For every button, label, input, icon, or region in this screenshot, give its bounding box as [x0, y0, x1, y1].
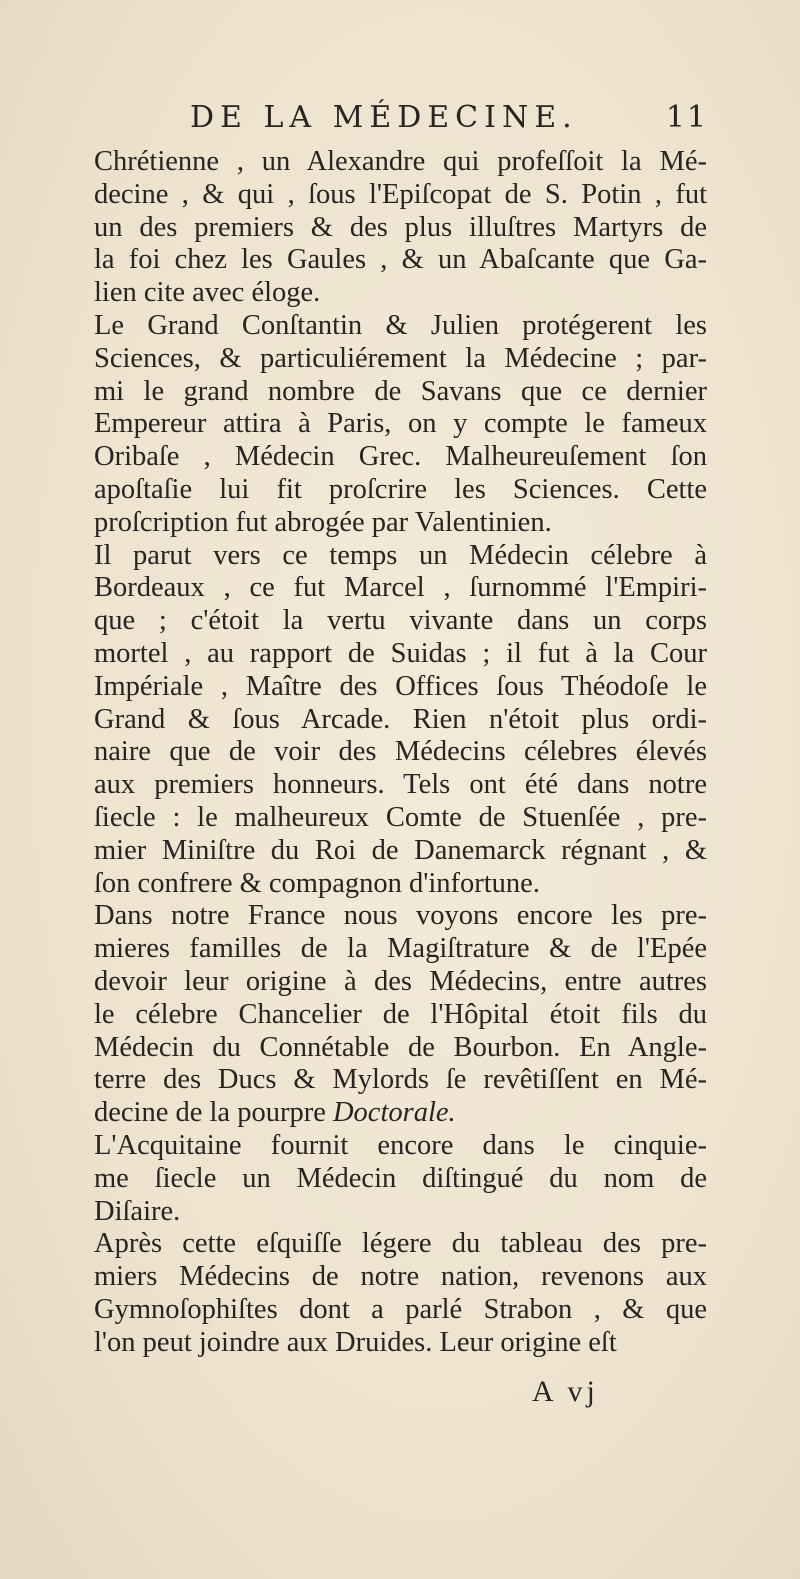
text-line: apoſtaſie lui fit proſcrire les Sciences. Cette [94, 473, 707, 505]
text-line: mier Miniſtre du Roi de Danemarck régnant , & [94, 834, 707, 866]
text-line: Gymnoſophiſtes dont a parlé Strabon , & que [94, 1293, 707, 1325]
text-line: me ſiecle un Médecin diſtingué du nom de [94, 1162, 707, 1194]
italic-word: Doctorale. [332, 1097, 456, 1129]
paragraph [62, 310, 707, 540]
text-line: mieres familles de la Magiſtrature & de l'Epée [94, 933, 707, 965]
text-line: Dans notre France nous voyons encore les pre- [94, 900, 707, 932]
text-line: terre des Ducs & Mylords ſe revêtiſſent en Mé- [94, 1064, 707, 1096]
text-line: un des premiers & des plus illuſtres Martyrs de [94, 211, 707, 243]
text-line: Oribaſe , Médecin Grec. Malheureuſement ſon [94, 441, 707, 473]
text-line: lien cite avec éloge. [94, 277, 321, 309]
text-line: la foi chez les Gaules , & un Abaſcante que Ga- [94, 244, 707, 276]
text-line: L'Acquitaine fournit encore dans le cinquie- [94, 1129, 707, 1161]
text-line: l'on peut joindre aux Druides. Leur origine eſt [94, 1326, 617, 1358]
paragraph [62, 540, 707, 901]
text-line: Après cette eſquiſſe légere du tableau des pre- [94, 1228, 707, 1260]
text-line: Médecin du Connétable de Bourbon. En Angle- [94, 1031, 707, 1063]
text-line: Impériale , Maître des Offices ſous Théodoſe le [94, 670, 707, 702]
text-line: Grand & ſous Arcade. Rien n'étoit plus ordi- [94, 703, 707, 735]
text-line: devoir leur origine à des Médecins, entre autres [94, 965, 707, 997]
text-line: Il parut vers ce temps un Médecin célebre à [94, 539, 707, 571]
text-line: Bordeaux , ce fut Marcel , ſurnommé l'Empiri- [94, 572, 707, 604]
text-line: aux premiers honneurs. Tels ont été dans notre [94, 769, 707, 801]
text-line-part: decine de la pourpre [94, 1097, 333, 1129]
body-text [62, 146, 707, 1359]
text-line: Diſaire. [94, 1195, 181, 1227]
text-line: miers Médecins de notre nation, revenons aux [94, 1261, 707, 1293]
text-line: proſcription fut abrogée par Valentinien. [94, 506, 552, 538]
text-line: mortel , au rapport de Suidas ; il fut à la Cour [94, 637, 707, 669]
text-line: Chrétienne , un Alexandre qui profeſſoit la Mé- [94, 146, 707, 177]
paragraph [62, 1130, 707, 1228]
text-line: Empereur attira à Paris, on y compte le fameux [94, 408, 707, 440]
text-line: Le Grand Conſtantin & Julien protégerent les [94, 309, 707, 341]
paragraph [62, 900, 707, 1130]
text-line [62, 1097, 707, 1130]
text-line: ſon confrere & compagnon d'infortune. [94, 867, 540, 899]
page-header [190, 96, 720, 140]
page-number: 11 [665, 100, 708, 135]
running-head: DE LA MÉDECINE. [190, 100, 578, 135]
text-line: Sciences, & particuliérement la Médecine ; par- [94, 342, 707, 374]
text-line: ſiecle : le malheureux Comte de Stuenſée , pre- [94, 801, 707, 833]
text-line: mi le grand nombre de Savans que ce dernier [94, 375, 707, 407]
text-line: naire que de voir des Médecins célebres élevés [94, 736, 707, 768]
text-line: decine , & qui , ſous l'Epiſcopat de S. Potin , fut [94, 178, 707, 210]
paragraph [62, 146, 707, 310]
text-line: que ; c'étoit la vertu vivante dans un corps [94, 605, 707, 637]
text-line: le célebre Chancelier de l'Hôpital étoit fils du [94, 998, 707, 1030]
paragraph [62, 1228, 707, 1359]
signature-mark: A vj [532, 1375, 599, 1408]
